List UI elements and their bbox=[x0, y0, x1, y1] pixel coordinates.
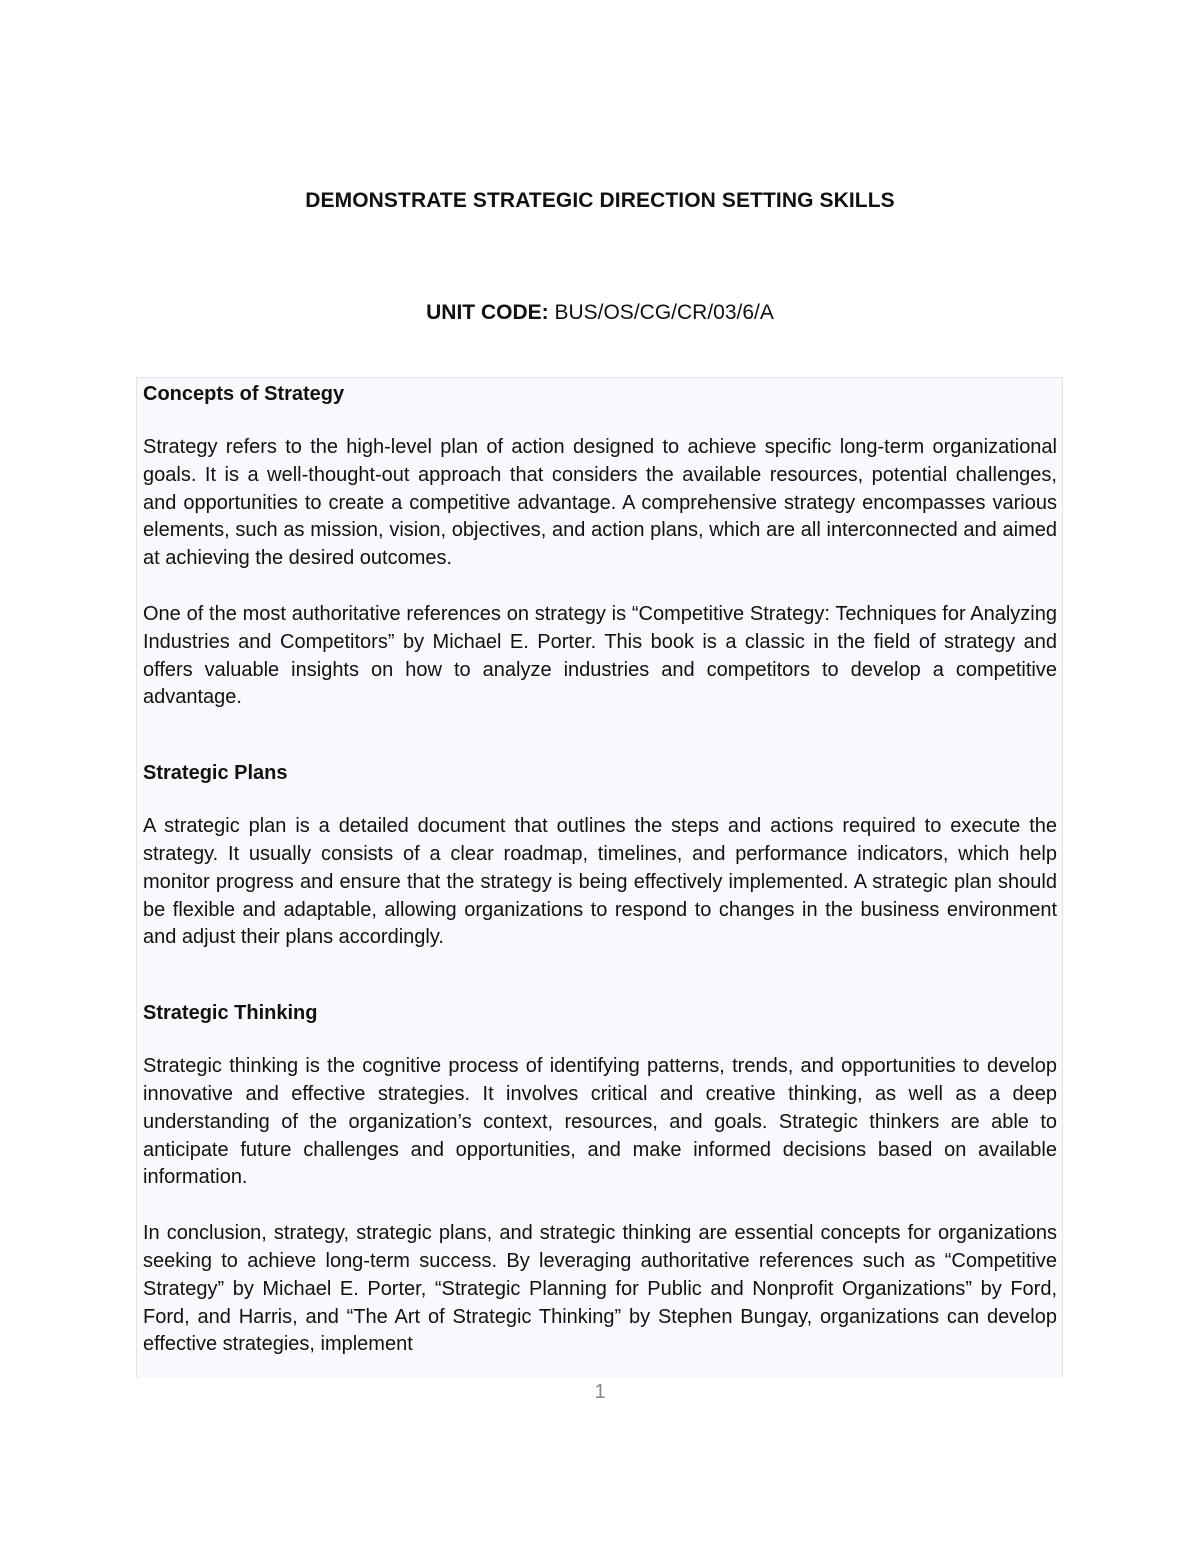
paragraph-strategy-definition: Strategy refers to the high-level plan of action designed to achieve specific long-term organizational goals. It is a well-thought-out approach that considers the available resources, potential challenges, and opportunities to create a competitive advantage. A comprehensive strategy encompasses various elements, such as mission, vision, objectives, and action plans, which are all interconnected and aimed at achieving the desired outcomes. bbox=[143, 436, 1057, 570]
paragraph-strategic-plan: A strategic plan is a detailed document that outlines the steps and actions required to execute the strategy. It usually consists of a clear roadmap, timelines, and performance indicators, which help monitor progress and ensure that the strategy is being effectively implemented. A strategic plan should be flexible and adaptable, allowing organizations to respond to changes in the business environment and adjust their plans accordingly. bbox=[143, 815, 1057, 949]
unit-code-line bbox=[0, 301, 1200, 325]
content-box bbox=[136, 377, 1063, 1378]
unit-code-value: BUS/OS/CG/CR/03/6/A bbox=[548, 301, 774, 324]
unit-code-label: UNIT CODE: bbox=[426, 301, 549, 324]
document-title: DEMONSTRATE STRATEGIC DIRECTION SETTING SKILLS bbox=[305, 189, 895, 212]
paragraph-strategic-thinking: Strategic thinking is the cognitive process of identifying patterns, trends, and opportunities to develop innovative and effective strategies. It involves critical and creative thinking, as well as a deep understanding of the organization’s context, resources, and goals. Strategic thinkers are able to anticipate future challenges and opportunities, and make informed decisions based on available information. bbox=[143, 1055, 1057, 1189]
section-heading-strategic-plans: Strategic Plans bbox=[143, 762, 288, 785]
section-heading-concepts: Concepts of Strategy bbox=[143, 383, 345, 405]
paragraph-conclusion: In conclusion, strategy, strategic plans, and strategic thinking are essential concepts for organizations seeking to achieve long-term success. By leveraging authoritative references such as “Competitive Strategy” by Michael E. Porter, “Strategic Planning for Public and Nonprofit Organizations” by Ford, Ford, and Harris, and “The Art of Strategic Thinking” by Stephen Bungay, organizations can develop effective strategies, implement bbox=[143, 1222, 1057, 1356]
page-number: 1 bbox=[594, 1381, 606, 1403]
paragraph-porter-reference: One of the most authoritative references on strategy is “Competitive Strategy: Techniques for Analyzing Industries and Competitors” by Michael E. Porter. This book is a classic in the field of strategy and offers valuable insights on how to analyze industries and competitors to develop a competitive advantage. bbox=[143, 602, 1057, 709]
section-heading-strategic-thinking: Strategic Thinking bbox=[143, 1002, 318, 1025]
